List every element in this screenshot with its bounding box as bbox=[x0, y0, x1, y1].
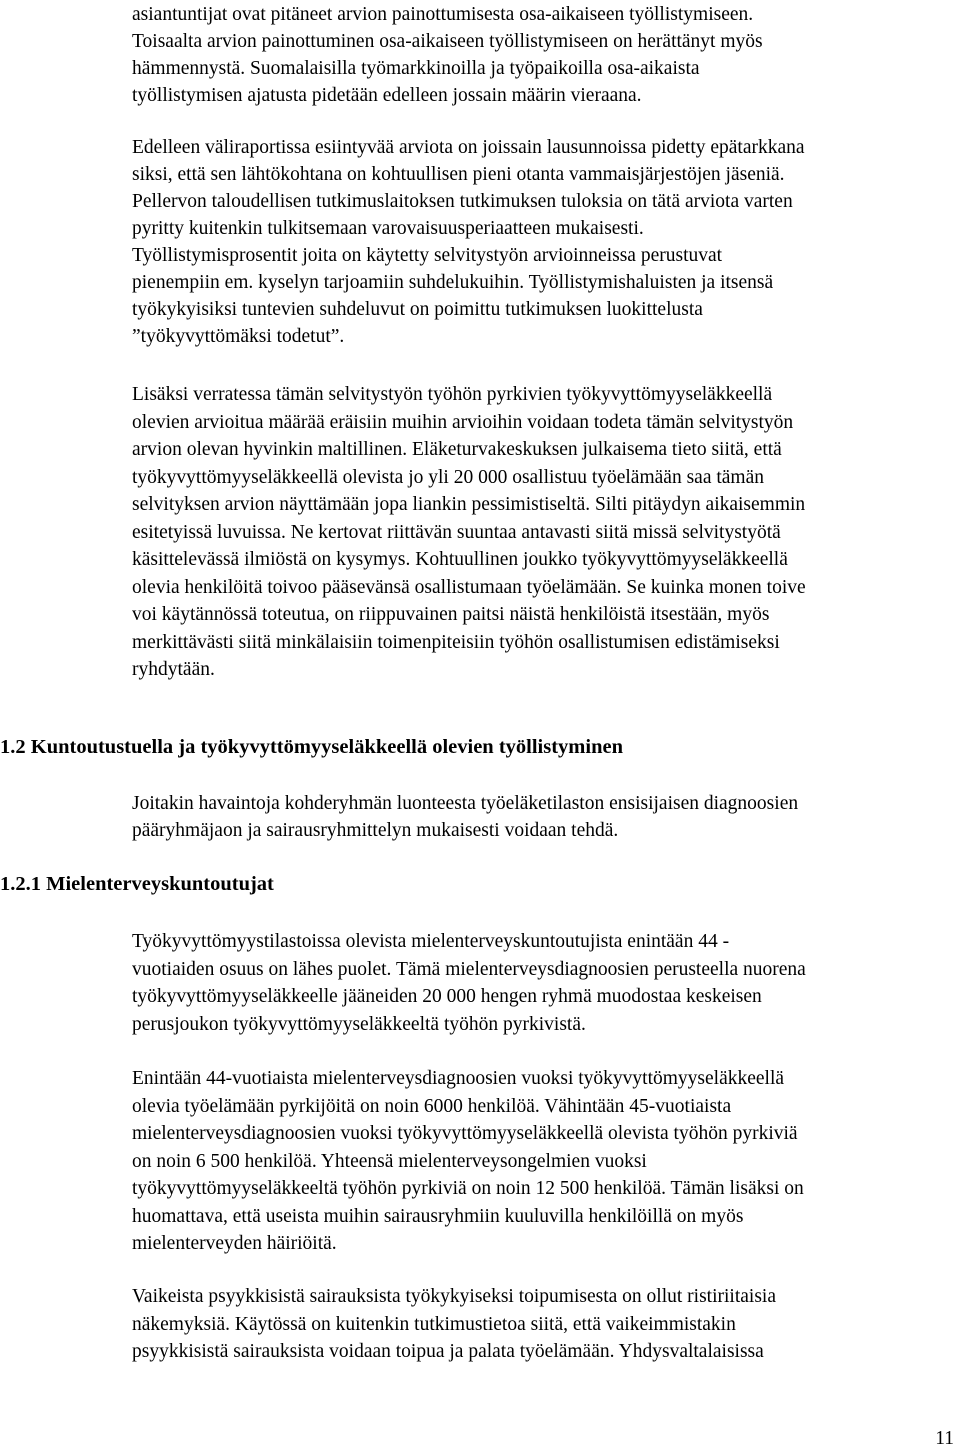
text-line: ryhdytään. bbox=[132, 659, 215, 680]
text-line: olevia työelämään pyrkijöitä on noin 6000 henkilöä. Vähintään 45-vuotiaista bbox=[132, 1095, 732, 1117]
text-line: voi käytännössä toteutua, on riippuvainen paitsi näistä henkilöistä itsestään, myös bbox=[132, 604, 770, 625]
section-heading-1-2-1: 1.2.1 Mielenterveyskuntoutujat bbox=[0, 873, 274, 895]
text-line: Työkyvyttömyystilastoissa olevista mielenterveyskuntoutujista enintään 44 - bbox=[132, 931, 730, 952]
text-line: Enintään 44-vuotiaista mielenterveysdiagnoosien vuoksi työkyvyttömyyseläkkeellä bbox=[132, 1068, 785, 1089]
text-line: Työllistymisprosentit joita on käytetty selvitystyön arvioinneissa perustuvat bbox=[132, 245, 723, 266]
text-line: olevia henkilöitä toivoo pääsevänsä osallistumaan työelämään. Se kuinka monen toive bbox=[132, 576, 806, 598]
text-line: työkyvyttömyyseläkkeeltä työhön pyrkiviä on noin 12 500 henkilöä. Tämän lisäksi on bbox=[132, 1178, 804, 1199]
text-line: näkemyksiä. Käytössä on kuitenkin tutkimustietoa siitä, että vaikeimmistakin bbox=[132, 1313, 736, 1335]
text-line: vuotiaiden osuus on lähes puolet. Tämä mielenterveysdiagnoosien perusteella nuorena bbox=[132, 958, 806, 980]
text-line: huomattava, että useista muihin sairausryhmiin kuuluvilla henkilöillä on myös bbox=[132, 1205, 744, 1227]
text-line: pienempiin em. kyselyn tarjoamiin suhdelukuihin. Työllistymishaluisten ja itsensä bbox=[132, 272, 774, 293]
paragraph-1 bbox=[132, 1, 958, 109]
text-line: Vaikeista psyykkisistä sairauksista työkykyiseksi toipumisesta on ollut ristiriitaisia bbox=[132, 1286, 776, 1307]
paragraph-3 bbox=[132, 381, 958, 684]
text-line: käsittelevässä ilmiöstä on kysymys. Kohtuullinen joukko työkyvyttömyyseläkkeellä bbox=[132, 549, 788, 570]
section-heading-1-2: 1.2 Kuntoutustuella ja työkyvyttömyyseläkkeellä olevien työllistyminen bbox=[0, 736, 623, 758]
paragraph-2 bbox=[132, 134, 958, 350]
text-line: pyritty kuitenkin tulkitsemaan varovaisuusperiaatteen mukaisesti. bbox=[132, 218, 644, 239]
text-line: Edelleen väliraportissa esiintyvää arviota on joissain lausunnoissa pidetty epätarkkana bbox=[132, 137, 805, 158]
text-line: arvion olevan hyvinkin maltillinen. Eläketurvakeskuksen julkaisema tieto siitä, että bbox=[132, 439, 782, 460]
text-line: työkykyisiksi tuntevien suhdeluvut on poimittu tutkimuksen luokittelusta bbox=[132, 299, 703, 320]
text-line: Joitakin havaintoja kohderyhmän luonteesta työeläketilaston ensisijaisen diagnoosien bbox=[132, 793, 799, 814]
text-line: työkyvyttömyyseläkkeelle jääneiden 20 000 hengen ryhmä muodostaa keskeisen bbox=[132, 986, 762, 1007]
text-line: mielenterveyden häiriöitä. bbox=[132, 1233, 337, 1254]
text-line: hämmennystä. Suomalaisilla työmarkkinoilla ja työpaikoilla osa-aikaista bbox=[132, 58, 700, 79]
text-line: pääryhmäjaon ja sairausryhmittelyn mukaisesti voidaan tehdä. bbox=[132, 820, 619, 841]
text-line: merkittävästi siitä minkälaisiin toimenpiteisiin työhön osallistumisen edistämiseksi bbox=[132, 631, 780, 653]
paragraph-7 bbox=[132, 1283, 958, 1366]
text-line: mielenterveysdiagnoosien vuoksi työkyvyttömyyseläkkeellä olevista työhön pyrkiviä bbox=[132, 1123, 798, 1144]
text-line: työllistymisen ajatusta pidetään edelleen jossain määrin vieraana. bbox=[132, 85, 642, 106]
text-line: perusjoukon työkyvyttömyyseläkkeeltä työhön pyrkivistä. bbox=[132, 1013, 586, 1035]
text-line: ”työkyvyttömäksi todetut”. bbox=[132, 326, 345, 347]
text-line: Pellervon taloudellisen tutkimuslaitoksen tutkimuksen tuloksia on tätä arviota varten bbox=[132, 191, 793, 212]
text-line: Toisaalta arvion painottuminen osa-aikaiseen työllistymiseen on herättänyt myös bbox=[132, 31, 763, 52]
paragraph-6 bbox=[132, 1065, 958, 1258]
page-number: 11 bbox=[935, 1428, 954, 1449]
text-line: on noin 6 500 henkilöä. Yhteensä mielenterveysongelmien vuoksi bbox=[132, 1150, 647, 1172]
text-line: työkyvyttömyyseläkkeellä olevista jo yli 20 000 osallistuu työelämään saa tämän bbox=[132, 466, 764, 488]
text-line: selvityksen arvion näyttämään jopa liankin pessimistiseltä. Silti pitäydyn aikaisemmin bbox=[132, 494, 806, 515]
text-line: esitetyissä luvuissa. Ne kertovat riittävän suuntaa antavasti siitä missä selvitystyötä bbox=[132, 521, 781, 543]
text-line: olevien arvioitua määrää eräisiin muihin arvioihin voidaan todeta tämän selvitystyön bbox=[132, 411, 794, 433]
text-line: asiantuntijat ovat pitäneet arvion painottumisesta osa-aikaiseen työllistymiseen. bbox=[132, 4, 754, 25]
paragraph-4 bbox=[132, 790, 958, 844]
paragraph-5 bbox=[132, 928, 958, 1038]
text-line: Lisäksi verratessa tämän selvitystyön työhön pyrkivien työkyvyttömyyseläkkeellä bbox=[132, 384, 773, 405]
text-line: psyykkisistä sairauksista voidaan toipua ja palata työelämään. Yhdysvaltalaisissa bbox=[132, 1341, 764, 1362]
text-line: siksi, että sen lähtökohtana on kohtuullisen pieni otanta vammaisjärjestöjen jäseniä. bbox=[132, 164, 785, 185]
